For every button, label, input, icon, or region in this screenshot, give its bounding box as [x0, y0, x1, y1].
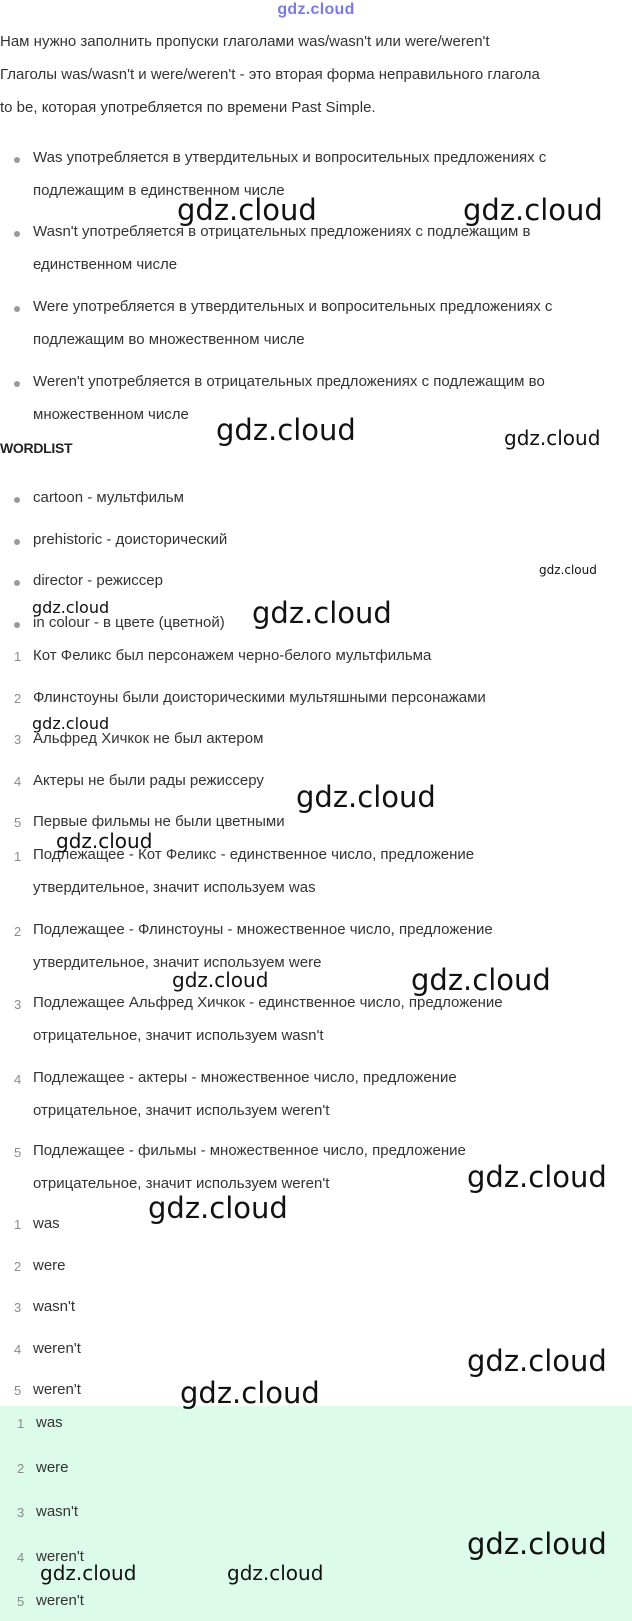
final-answer-item: was	[36, 1414, 63, 1431]
rule-line: единственном числе	[33, 256, 178, 273]
bullet-icon	[14, 306, 20, 312]
watermark: gdz.cloud	[148, 1191, 288, 1225]
bullet-icon	[14, 497, 20, 503]
list-number: 3	[14, 732, 22, 747]
rule-line: подлежащим во множественном числе	[33, 331, 305, 348]
translation-item: Актеры не были рады режиссеру	[33, 772, 264, 789]
list-number: 2	[17, 1461, 25, 1476]
answer-item: was	[33, 1215, 60, 1232]
bullet-icon	[14, 580, 20, 586]
answer-item: wasn't	[33, 1298, 76, 1315]
watermark: gdz.cloud	[56, 829, 153, 853]
watermark: gdz.cloud	[32, 598, 110, 617]
bullet-icon	[14, 231, 20, 237]
explanation-line: утвердительное, значит используем was	[33, 879, 316, 896]
explanation-line: отрицательное, значит используем weren't	[33, 1175, 330, 1192]
final-answer-item: wasn't	[36, 1503, 79, 1520]
rule-line: Weren't употребляется в отрицательных предложениях с подлежащим во	[33, 373, 545, 390]
list-number: 2	[14, 924, 22, 939]
list-number: 3	[17, 1505, 25, 1520]
watermark: gdz.cloud	[539, 563, 597, 577]
answer-item: were	[33, 1257, 66, 1274]
explanation-line: отрицательное, значит используем wasn't	[33, 1027, 324, 1044]
rule-line: подлежащим в единственном числе	[33, 182, 285, 199]
list-number: 4	[14, 1072, 22, 1087]
watermark: gdz.cloud	[40, 1561, 137, 1585]
site-title[interactable]: gdz.cloud	[277, 1, 355, 18]
list-number: 5	[14, 1145, 22, 1160]
list-number: 5	[17, 1594, 25, 1609]
list-number: 5	[14, 1383, 22, 1398]
explanation-line: Подлежащее - актеры - множественное число, предложение	[33, 1069, 457, 1086]
list-number: 1	[14, 649, 22, 664]
wordlist-heading: WORDLIST	[0, 440, 73, 456]
list-number: 2	[14, 1259, 22, 1274]
intro-text-line-3: to be, которая употребляется по времени Past Simple.	[0, 99, 376, 116]
list-number: 4	[14, 1342, 22, 1357]
watermark: gdz.cloud	[180, 1376, 320, 1410]
list-number: 3	[14, 997, 22, 1012]
explanation-line: Подлежащее - Кот Феликс - единственное число, предложение	[33, 846, 475, 863]
watermark: gdz.cloud	[296, 780, 436, 814]
wordlist-item: in colour - в цвете (цветной)	[33, 614, 225, 631]
list-number: 1	[17, 1416, 25, 1431]
explanation-line: Подлежащее - Флинстоуны - множественное число, предложение	[33, 921, 493, 938]
final-answer-item: weren't	[36, 1548, 84, 1565]
final-answer-item: weren't	[36, 1592, 84, 1609]
list-number: 2	[14, 691, 22, 706]
explanation-line: Подлежащее Альфред Хичкок - единственное число, предложение	[33, 994, 503, 1011]
watermark: gdz.cloud	[227, 1561, 324, 1585]
bullet-icon	[14, 157, 20, 163]
answer-item: weren't	[33, 1381, 81, 1398]
watermark: gdz.cloud	[504, 426, 601, 450]
rule-line: Wasn't употребляется в отрицательных предложениях с подлежащим в	[33, 223, 531, 240]
list-number: 4	[17, 1550, 25, 1565]
watermark: gdz.cloud	[172, 968, 269, 992]
watermark: gdz.cloud	[32, 714, 110, 733]
wordlist-item: prehistoric - доисторический	[33, 531, 228, 548]
answer-item: weren't	[33, 1340, 81, 1357]
watermark: gdz.cloud	[216, 413, 356, 447]
translation-item: Флинстоуны были доисторическими мультяшными персонажами	[33, 689, 486, 706]
rule-line: множественном числе	[33, 406, 189, 423]
explanation-line: отрицательное, значит используем weren't	[33, 1102, 330, 1119]
list-number: 5	[14, 815, 22, 830]
list-number: 1	[14, 849, 22, 864]
final-answer-item: were	[36, 1459, 69, 1476]
answer-box	[0, 1406, 632, 1621]
list-number: 1	[14, 1217, 22, 1232]
intro-text-line-2: Глаголы was/wasn't и were/weren't - это вторая форма неправильного глагола	[0, 66, 540, 83]
watermark: gdz.cloud	[467, 1160, 607, 1194]
explanation-line: Подлежащее - фильмы - множественное число, предложение	[33, 1142, 466, 1159]
watermark: gdz.cloud	[252, 596, 392, 630]
rule-line: Were употребляется в утвердительных и вопросительных предложениях с	[33, 298, 553, 315]
wordlist-item: cartoon - мультфильм	[33, 489, 184, 506]
bullet-icon	[14, 539, 20, 545]
watermark: gdz.cloud	[177, 193, 317, 227]
explanation-line: утвердительное, значит используем were	[33, 954, 322, 971]
wordlist-item: director - режиссер	[33, 572, 163, 589]
list-number: 3	[14, 1300, 22, 1315]
bullet-icon	[14, 622, 20, 628]
translation-item: Альфред Хичкок не был актером	[33, 730, 264, 747]
watermark: gdz.cloud	[411, 963, 551, 997]
watermark: gdz.cloud	[467, 1344, 607, 1378]
list-number: 4	[14, 774, 22, 789]
rule-line: Was употребляется в утвердительных и вопросительных предложениях с	[33, 149, 547, 166]
translation-item: Кот Феликс был персонажем черно-белого мультфильма	[33, 647, 432, 664]
watermark: gdz.cloud	[463, 193, 603, 227]
translation-item: Первые фильмы не были цветными	[33, 813, 285, 830]
watermark: gdz.cloud	[467, 1527, 607, 1561]
bullet-icon	[14, 381, 20, 387]
intro-text-line-1: Нам нужно заполнить пропуски глаголами was/wasn't или were/weren't	[0, 33, 490, 50]
